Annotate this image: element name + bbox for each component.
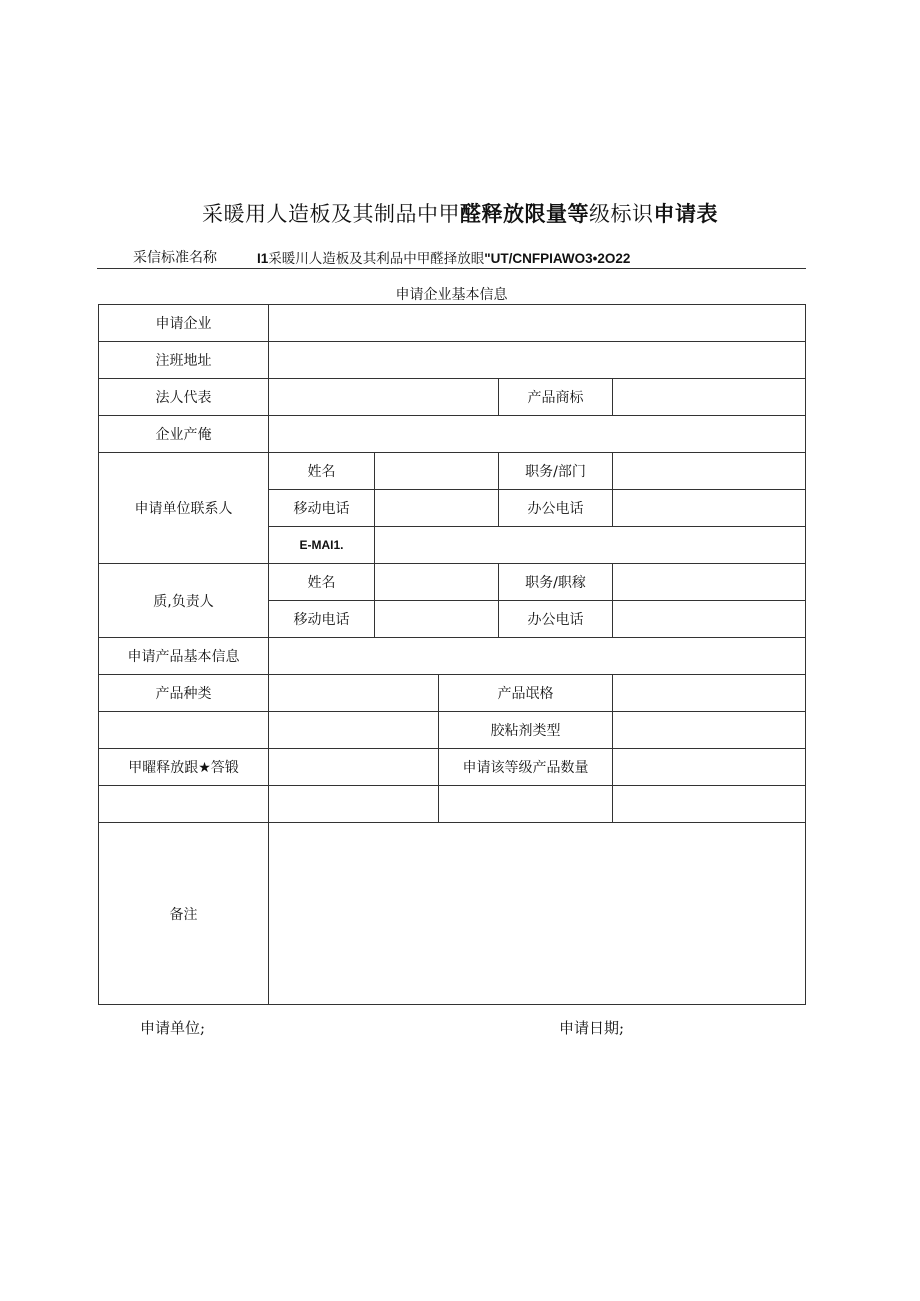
table-row — [99, 379, 806, 416]
table-row — [99, 453, 806, 490]
adhesive-type-input[interactable] — [613, 712, 806, 749]
table-row — [99, 416, 806, 453]
table-row — [99, 638, 806, 675]
contact-mobile-input[interactable] — [375, 490, 499, 527]
release-grade-label: 甲曜释放跟★答锻 — [99, 749, 269, 786]
blank-cell[interactable] — [99, 712, 269, 749]
trademark-label: 产品商标 — [499, 379, 613, 416]
table-row — [99, 712, 806, 749]
legal-rep-input[interactable] — [269, 379, 499, 416]
form-title-part4: 申请表 — [653, 202, 718, 226]
remarks-label: 备注 — [99, 823, 269, 1005]
product-info-label: 申请产品基本信息 — [99, 638, 269, 675]
section-title: 申请企业基本信息 — [395, 287, 508, 303]
application-date-label: 申请日期; — [559, 1019, 625, 1037]
contact-office-phone-input[interactable] — [613, 490, 806, 527]
quality-position-label: 职务/职稼 — [499, 564, 613, 601]
quality-mobile-input[interactable] — [375, 601, 499, 638]
contact-email-label: E-MAI1. — [269, 527, 375, 564]
address-input[interactable] — [269, 342, 806, 379]
trademark-input[interactable] — [613, 379, 806, 416]
table-row — [99, 342, 806, 379]
quality-head-label: 质,负责人 — [99, 564, 269, 638]
blank-cell[interactable] — [269, 712, 439, 749]
form-title-part2: 醛释放限量等 — [460, 202, 589, 226]
table-row — [99, 749, 806, 786]
standard-name: 采暖川人造板及其利品中甲醛择放眼 — [268, 251, 485, 267]
company-label: 申请企业 — [99, 305, 269, 342]
grade-quantity-label: 申请该等级产品数量 — [439, 749, 613, 786]
contact-name-input[interactable] — [375, 453, 499, 490]
contact-position-label: 职务/部门 — [499, 453, 613, 490]
product-info-input[interactable] — [269, 638, 806, 675]
blank-cell[interactable] — [613, 786, 806, 823]
form-title-part3: 级标识 — [589, 202, 654, 226]
product-type-input[interactable] — [269, 675, 439, 712]
standard-label: 采信标准名称 — [133, 250, 217, 266]
capacity-input[interactable] — [269, 416, 806, 453]
address-label: 注班地址 — [99, 342, 269, 379]
remarks-input[interactable] — [269, 823, 806, 1005]
contact-office-phone-label: 办公电话 — [499, 490, 613, 527]
standard-code: "UT/CNFPIAWO3•2O22 — [484, 251, 631, 266]
release-grade-input[interactable] — [269, 749, 439, 786]
blank-cell[interactable] — [439, 786, 613, 823]
form-title-part1: 采暖用人造板及其制品中甲 — [202, 202, 460, 226]
table-row — [99, 305, 806, 342]
quality-mobile-label: 移动电话 — [269, 601, 375, 638]
application-form-table — [98, 304, 806, 1005]
quality-office-phone-input[interactable] — [613, 601, 806, 638]
capacity-label: 企业产俺 — [99, 416, 269, 453]
standard-prefix: I1 — [257, 251, 269, 266]
blank-cell[interactable] — [269, 786, 439, 823]
table-row — [99, 823, 806, 1005]
product-type-label: 产品种类 — [99, 675, 269, 712]
standard-value — [257, 247, 630, 267]
table-row — [99, 786, 806, 823]
grade-quantity-input[interactable] — [613, 749, 806, 786]
contact-position-input[interactable] — [613, 453, 806, 490]
table-row — [99, 675, 806, 712]
product-spec-input[interactable] — [613, 675, 806, 712]
quality-name-input[interactable] — [375, 564, 499, 601]
table-row — [99, 564, 806, 601]
adhesive-type-label: 胶粘剂类型 — [439, 712, 613, 749]
quality-name-label: 姓名 — [269, 564, 375, 601]
applicant-signature-label: 申请单位; — [140, 1019, 206, 1037]
blank-cell[interactable] — [99, 786, 269, 823]
quality-position-input[interactable] — [613, 564, 806, 601]
quality-office-phone-label: 办公电话 — [499, 601, 613, 638]
company-input[interactable] — [269, 305, 806, 342]
contact-email-input[interactable] — [375, 527, 806, 564]
product-spec-label: 产品氓格 — [439, 675, 613, 712]
legal-rep-label: 法人代表 — [99, 379, 269, 416]
contact-mobile-label: 移动电话 — [269, 490, 375, 527]
contact-person-label: 申请单位联系人 — [99, 453, 269, 564]
standard-row — [97, 246, 806, 269]
form-title — [0, 198, 920, 228]
contact-name-label: 姓名 — [269, 453, 375, 490]
